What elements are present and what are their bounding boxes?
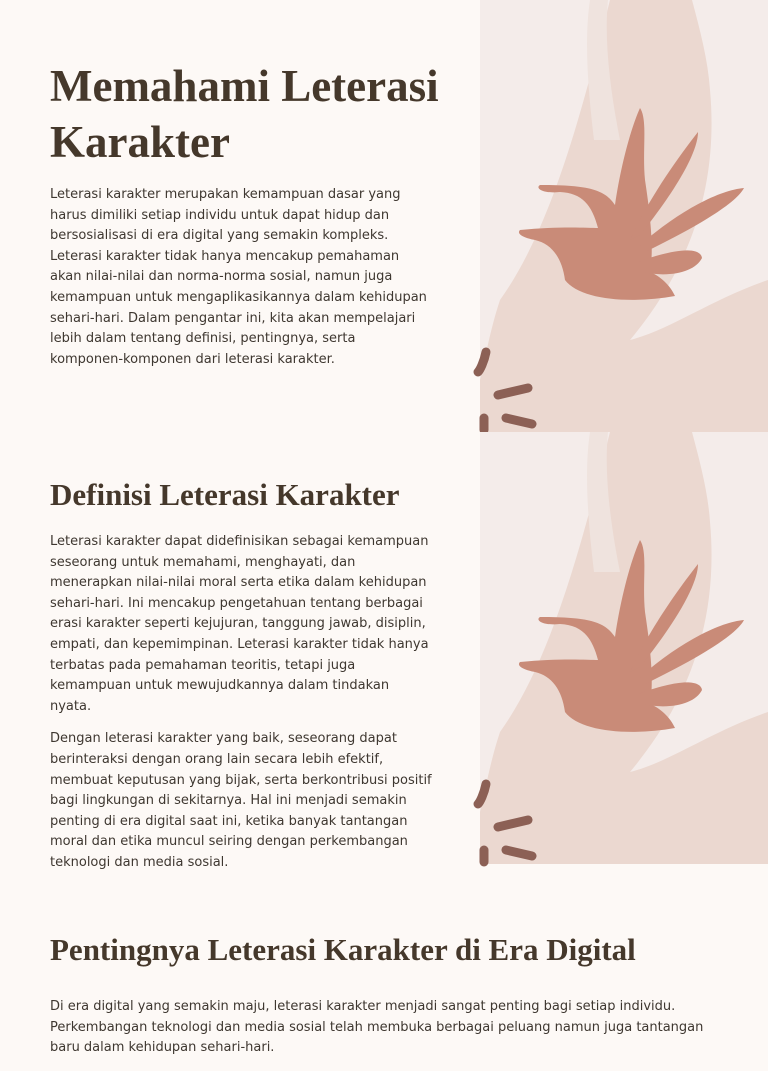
botanical-illustration	[480, 0, 768, 432]
importance-paragraph: Di era digital yang semakin maju, leterasi karakter menjadi sangat penting bagi setiap individu. Perkembangan teknologi dan media sosial telah membuka berbagai peluang namun juga tantangan baru dalam kehidupan sehari-hari.	[50, 999, 704, 1056]
definition-section	[0, 432, 768, 870]
definition-body	[50, 532, 434, 886]
importance-section	[0, 864, 768, 1056]
intro-body	[50, 185, 432, 382]
definition-heading: Definisi Leterasi Karakter	[50, 477, 400, 512]
botanical-leaf-art-2	[480, 432, 768, 864]
intro-section	[0, 0, 768, 432]
botanical-illustration-2	[480, 432, 768, 864]
definition-paragraph-1: Leterasi karakter dapat didefinisikan sebagai kemampuan seseorang untuk memahami, menghayati, dan menerapkan nilai-nilai moral serta etika dalam kehidupan sehari-hari. Ini mencakup pengetahuan tentang berbagai erasi karakter seperti kejujuran, tanggung jawab, disiplin, empati, dan kepemimpinan. Leterasi karakter tidak hanya terbatas pada pemahaman teoritis, tetapi juga kemampuan untuk mewujudkannya dalam tindakan nyata.	[50, 534, 429, 714]
botanical-leaf-art	[480, 0, 768, 432]
importance-heading: Pentingnya Leterasi Karakter di Era Digital	[50, 932, 636, 967]
intro-paragraph: Leterasi karakter merupakan kemampuan dasar yang harus dimiliki setiap individu untuk dapat hidup dan bersosialisasi di era digital yang semakin kompleks. Leterasi karakter tidak hanya mencakup pemahaman akan nilai-nilai dan norma-norma sosial, namun juga kemampuan untuk mengaplikasikannya dalam kehidupan sehari-hari. Dalam pengantar ini, kita akan mempelajari lebih dalam tentang definisi, pentingnya, serta komponen-komponen dari leterasi karakter.	[50, 187, 427, 367]
importance-body	[50, 997, 722, 1071]
definition-paragraph-2: Dengan leterasi karakter yang baik, seseorang dapat berinteraksi dengan orang lain secara lebih efektif, membuat keputusan yang bijak, serta berkontribusi positif bagi lingkungan di sekitarnya. Hal ini menjadi semakin penting di era digital saat ini, ketika banyak tantangan moral dan etika muncul seiring dengan perkembangan teknologi dan media sosial.	[50, 731, 432, 870]
page-title: Memahami Leterasi Karakter	[50, 61, 439, 167]
